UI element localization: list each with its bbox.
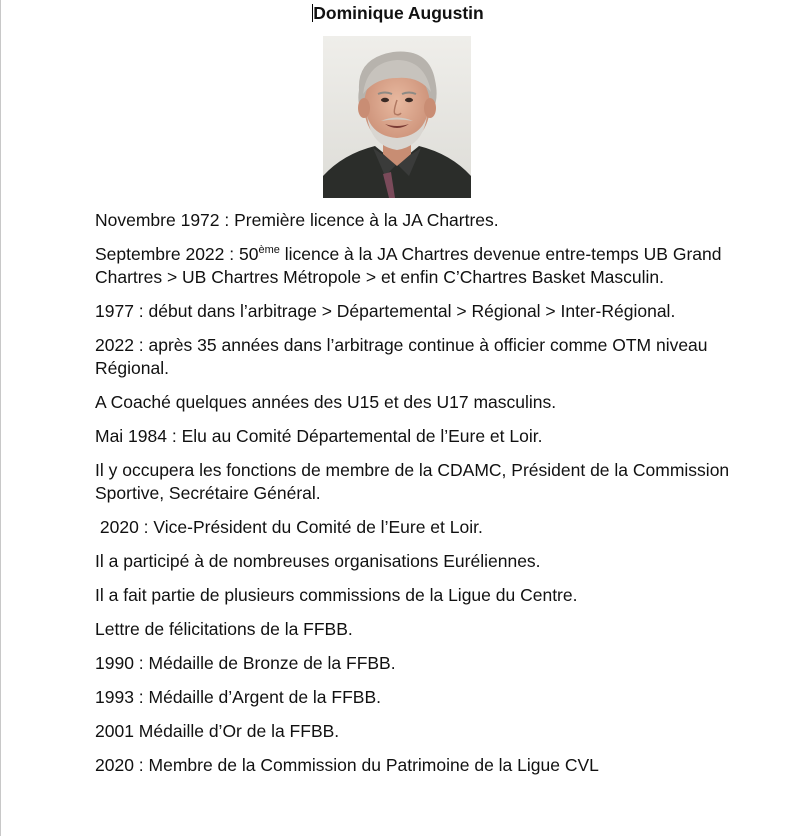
title-text: Dominique Augustin xyxy=(313,3,484,23)
bio-paragraph: Lettre de félicitations de la FFBB. xyxy=(95,619,353,639)
portrait-illustration xyxy=(323,36,471,198)
bio-paragraph: Novembre 1972 : Première licence à la JA Chartres. xyxy=(95,210,499,230)
bio-paragraph: Il y occupera les fonctions de membre de la CDAMC, Président de la Commission Sportive, Secrétaire Général. xyxy=(95,460,730,503)
bio-paragraph: 1977 : début dans l’arbitrage > Départemental > Régional > Inter-Régional. xyxy=(95,301,676,321)
bio-paragraph: 1990 : Médaille de Bronze de la FFBB. xyxy=(95,653,396,673)
bio-paragraph: A Coaché quelques années des U15 et des U17 masculins. xyxy=(95,392,557,412)
bio-text-part: licence à la JA Chartres devenue entre-temps UB Grand Chartres > UB Chartres Métropole > et enfin C’Chartres Basket Masculin. xyxy=(95,244,722,287)
bio-text-part: Septembre 2022 : 50 xyxy=(95,244,259,264)
bio-paragraph: 2020 : Membre de la Commission du Patrimoine de la Ligue CVL xyxy=(95,755,599,775)
bio-paragraph: 2001 Médaille d’Or de la FFBB. xyxy=(95,721,340,741)
ordinal-superscript: ème xyxy=(258,244,280,256)
page-left-edge xyxy=(0,0,1,836)
bio-paragraph xyxy=(95,243,735,289)
bio-paragraph: Mai 1984 : Elu au Comité Départemental de l’Eure et Loir. xyxy=(95,426,543,446)
bio-paragraph: 2022 : après 35 années dans l’arbitrage continue à officier comme OTM niveau Régional. xyxy=(95,335,708,378)
bio-paragraph: 1993 : Médaille d’Argent de la FFBB. xyxy=(95,687,381,707)
portrait-photo xyxy=(323,36,471,198)
bio-paragraph: Il a fait partie de plusieurs commissions de la Ligue du Centre. xyxy=(95,585,578,605)
bio-paragraph: Il a participé à de nombreuses organisations Euréliennes. xyxy=(95,551,541,571)
biography-text[interactable] xyxy=(95,209,735,788)
document-title[interactable] xyxy=(0,3,787,23)
bio-paragraph: 2020 : Vice-Président du Comité de l’Eure et Loir. xyxy=(95,517,483,537)
